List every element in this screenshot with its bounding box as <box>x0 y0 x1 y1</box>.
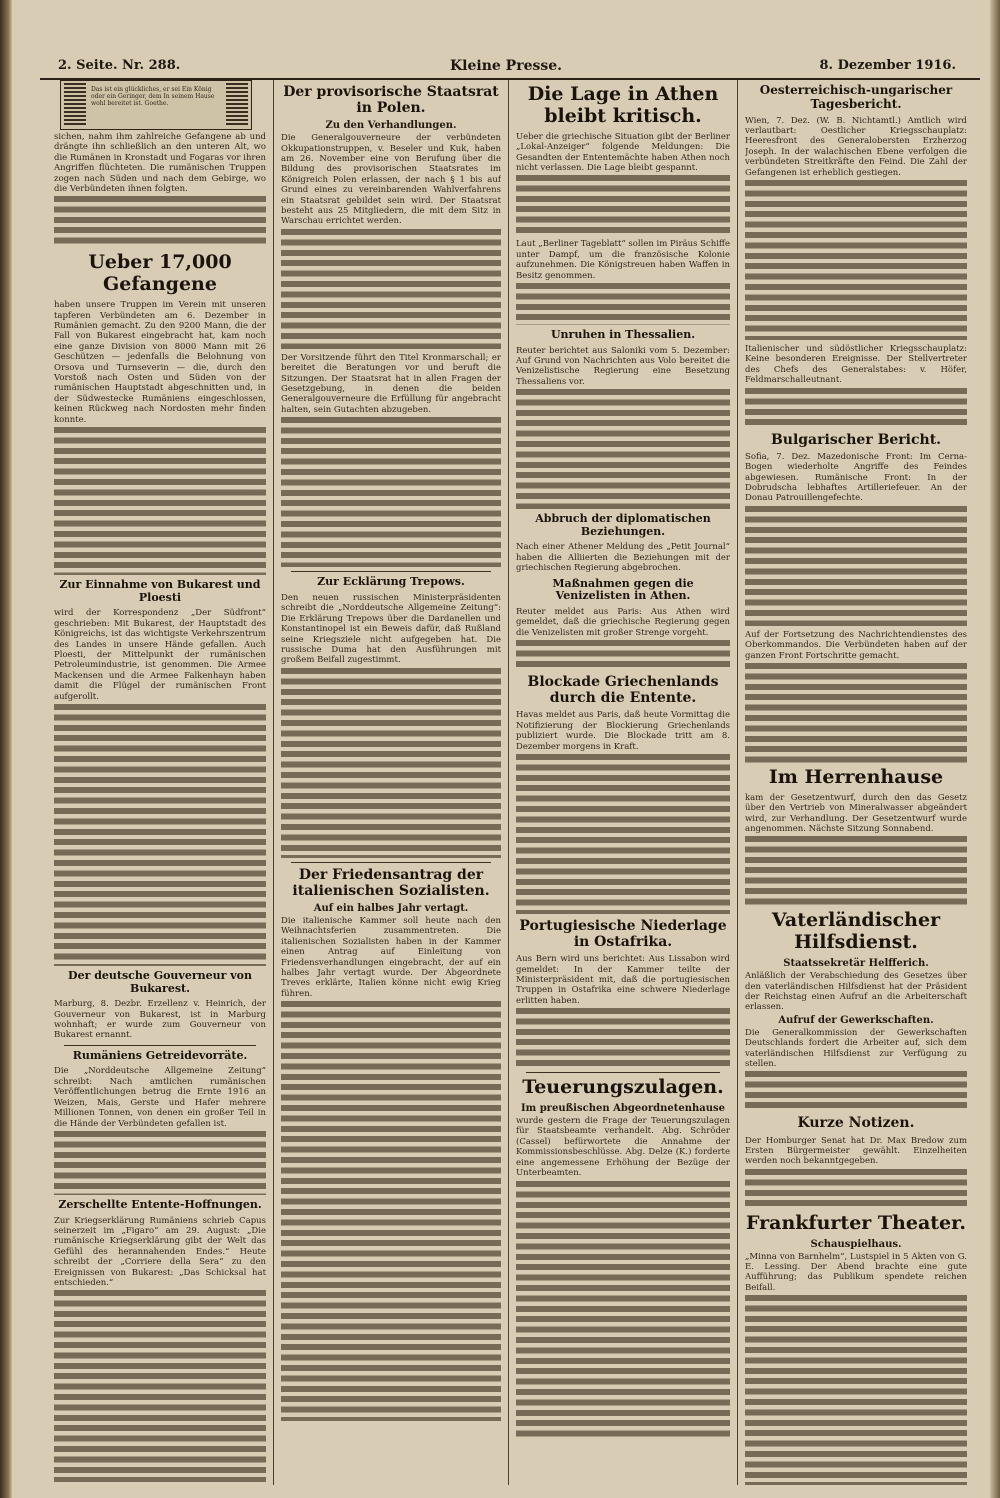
poem-text: Das ist ein glückliches, er sei Ein König oder ein Geringer, dem In seinem Hause wohl bereitet ist. Goethe. <box>91 86 215 107</box>
text-lines <box>281 1001 501 1421</box>
article-text: Marburg, 8. Dezbr. Erzellenz v. Heinrich, der Gouverneur von Bukarest, ist in Marburg wohnhaft; er wurde zum Gouverneur von Bukarest ernannt. <box>54 999 266 1041</box>
article-text: Der Vorsitzende führt den Titel Kronmarschall; er bereitet die Beratungen vor und beruft die Sitzungen. Der Staatsrat hat in allen Fragen der Gesetzgebung, in denen die beiden Generalgouverneure die Erfüllung für angebracht halten, sein Gutachten abzugeben. <box>281 352 501 415</box>
article-text: Nach einer Athener Meldung des „Petit Journal“ haben die Alliierten die Beziehungen mit der griechischen Regierung abgebrochen. <box>516 542 730 574</box>
subheadline: Zu den Verhandlungen. <box>325 120 457 132</box>
headline: Kurze Notizen. <box>797 1115 915 1132</box>
column-3 <box>516 80 730 1485</box>
page-number: 2. Seite. Nr. 288. <box>58 58 181 73</box>
column-rule <box>508 80 509 1485</box>
column-2 <box>281 80 501 1485</box>
issue-date: 8. Dezember 1916. <box>819 58 956 73</box>
ornament-right-icon <box>226 83 248 125</box>
divider <box>291 862 491 863</box>
column-1 <box>54 132 266 1482</box>
article-text: Aus Bern wird uns berichtet: Aus Lissabon wird gemeldet: In der Kammer teilte der Ministerpräsident mit, daß die portugiesischen Truppen in Ostafrika eine schwere Niederlage erlitten haben. <box>516 954 730 1006</box>
article-text: Italienischer und südöstlicher Kriegsschauplatz: Keine besonderen Ereignisse. Der Stellvertreter des Chefs des Generalstabes: v. Höfer, Feldmarschalleutnant. <box>745 344 967 386</box>
headline: Teuerungszulagen. <box>522 1076 724 1099</box>
subheadline: Schauspielhaus. <box>810 1238 902 1250</box>
headline: Portugiesische Niederlage in Ostafrika. <box>519 918 727 951</box>
article-text: wird der Korrespondenz „Der Südfront“ geschrieben: Mit Bukarest, der Hauptstadt des Königreichs, ist das wichtigste Verkehrszentrum des Landes in unsere Hände gefallen. Auch Ploesti, der Mittelpunkt der rumänischen Petroleumindustrie, ist genommen. Die Armee Mackensen und die Armee Falkenhayn haben damit die Flügel der rumänischen Front aufgerollt. <box>54 608 266 702</box>
subheadline: Staatssekretär Helfferich. <box>783 958 929 970</box>
text-lines <box>54 704 266 966</box>
headline: Ueber 17,000 Gefangene <box>88 251 232 296</box>
article-text: haben unsere Truppen im Verein mit unseren tapferen Verbündeten am 6. Dezember in Rumänien gemacht. Zu den 9200 Mann, die der Fall von Bukarest eingebracht hat, kam noch eine ganze Division von 8000 Mann mit 26 Geschützen — jedenfalls die Belohnung von Orsova und Turnseverin — die, durch den Vorstoß nach Osten und Süden von der rumänischen Hauptstadt abgeschnitten und, in der Südwestecke Rumäniens eingeschlossen, keinen Rückweg nach Nordosten mehr finden konnte. <box>54 300 266 425</box>
text-lines <box>516 754 730 914</box>
article-text: „Minna von Barnhelm“, Lustspiel in 5 Akten von G. E. Lessing. Der Abend brachte eine gute Aufführung; das Publikum spendete reichen Beifall. <box>745 1251 967 1293</box>
text-lines <box>745 663 967 763</box>
article-text: Wien, 7. Dez. (W. B. Nichtamtl.) Amtlich wird verlautbart: Oestlicher Kriegsschauplatz: Heeresfront des Generalobersten Erzherzog Joseph. In der walachischen Ebene verfolgen die verbündeten Streitkräfte den Feind. Die Zahl der Gefangenen ist erheblich gestiegen. <box>745 115 967 178</box>
headline: Zur Einnahme von Bukarest und Ploesti <box>59 578 261 604</box>
headline: Der provisorische Staatsrat in Polen. <box>283 84 499 117</box>
column-rule <box>737 80 738 1485</box>
headline: Im Herrenhause <box>768 766 944 788</box>
headline: Rumäniens Getreidevorräte. <box>72 1048 248 1062</box>
article-text: Der Homburger Senat hat Dr. Max Bredow zum Ersten Bürgermeister gewählt. Einzelheiten werden noch bekanntgegeben. <box>745 1135 967 1167</box>
subheadline: Auf ein halbes Jahr vertagt. <box>313 902 469 914</box>
article-text: kam der Gesetzentwurf, durch den das Gesetz über den Vertrieb von Mineralwasser abgeändert wird, zur Verhandlung. Der Gesetzentwurf wurde angenommen. Nächste Sitzung Sonnabend. <box>745 792 967 835</box>
article-text: wurde gestern die Frage der Teuerungszulagen für Staatsbeamte verhandelt. Abg. Schröder (Cassel) befürwortete die Annahme der Kommissionsbeschlüsse. Abg. Delze (K.) forderte eine angemessene Erhöhung der Bezüge der Unterbeamten. <box>516 1116 730 1179</box>
article-text: Sofia, 7. Dez. Mazedonische Front: Im Cerna-Bogen wiederholte Angriffe des Feindes abgewiesen. Rumänische Front: In der Dobrudscha lebhaftes Artilleriefeuer. An der Donau Patrouillengefechte. <box>745 451 967 504</box>
divider <box>526 1072 720 1073</box>
headline: Maßnahmen gegen die Venizelisten in Athen. <box>552 576 694 603</box>
headline: Zur Ecklärung Trepows. <box>317 575 465 589</box>
headline: Blockade Griechenlands durch die Entente. <box>527 674 719 707</box>
newspaper-title: Kleine Presse. <box>450 58 563 74</box>
article-text: Die „Norddeutsche Allgemeine Zeitung“ schreibt: Nach amtlichen rumänischen Veröffentlichungen betrug die Ernte 1916 an Weizen, Mais, Gerste und Hafer mehrere Millionen Tonnen, von denen ein großer Teil in die Hände der Verbündeten gefallen ist. <box>54 1066 266 1129</box>
text-lines <box>745 836 967 906</box>
headline: Zerschellte Entente-Hoffnungen. <box>58 1197 262 1211</box>
article-text: Reuter berichtet aus Saloniki vom 5. Dezember: Auf Grund von Nachrichten aus Volo bereitet die Venizelistische Regierung eine Besetzung Thessaliens vor. <box>516 345 730 387</box>
divider <box>291 571 491 572</box>
text-lines <box>745 1071 967 1111</box>
headline: Vaterländischer Hilfsdienst. <box>771 909 941 954</box>
article-text: Zur Kriegserklärung Rumäniens schrieb Capus seinerzeit im „Figaro“ am 29. August: „Die rumänische Kriegserklärung gibt der Welt das Gefühl des herannahenden Endes.“ Heute schreibt der „Corriere della Sera“ zu den Ereignissen von Bukarest: „Das Schicksal hat entschieden.“ <box>54 1215 266 1288</box>
article-text: Die Generalkommission der Gewerkschaften Deutschlands fordert die Arbeiter auf, sich dem vaterländischen Hilfsdienst zur Verfügung zu stellen. <box>745 1027 967 1069</box>
headline: Frankfurter Theater. <box>745 1211 967 1234</box>
text-lines <box>281 229 501 349</box>
text-lines <box>281 668 501 858</box>
article-text: Havas meldet aus Paris, daß heute Vormittag die Notifizierung der Blockierung Griechenlands publiziert wurde. Die Blockade tritt am 8. Dezember morgens in Kraft. <box>516 710 730 752</box>
headline: Der deutsche Gouverneur von Bukarest. <box>68 968 252 995</box>
article-text: Auf der Fortsetzung des Nachrichtendienstes des Oberkommandos. Die Verbündeten haben auf der ganzen Front Fortschritte gemacht. <box>745 629 967 661</box>
subheadline: Im preußischen Abgeordnetenhause <box>520 1103 726 1115</box>
headline: Abbruch der diplomatischen Beziehungen. <box>535 512 711 538</box>
headline: Oesterreichisch-ungarischer Tagesbericht. <box>759 83 953 111</box>
text-lines <box>54 196 266 248</box>
headline: Bulgarischer Bericht. <box>770 431 942 448</box>
headline: Unruhen in Thessalien. <box>550 327 696 341</box>
page-binding <box>0 0 12 1498</box>
article-text: Laut „Berliner Tageblatt“ sollen im Piräus Schiffe unter Dampf, um die französische Kolonie aufzunehmen. Die Königstreuen haben Waffen in Besitz genommen. <box>516 239 730 281</box>
article-text: Ueber die griechische Situation gibt der Berliner „Lokal-Anzeiger“ folgende Meldungen: Die Gesandten der Ententemächte haben Athen noch nicht verlassen. Die Lage bleibt gespannt. <box>516 131 730 173</box>
poem-box <box>60 80 252 130</box>
text-lines <box>745 180 967 340</box>
text-lines <box>516 175 730 235</box>
headline: Der Friedensantrag der italienischen Sozialisten. <box>292 866 490 899</box>
text-lines <box>516 1008 730 1068</box>
text-lines <box>281 417 501 567</box>
text-lines <box>54 1290 266 1482</box>
text-lines <box>516 1181 730 1441</box>
text-lines <box>54 1131 266 1195</box>
text-lines <box>745 1169 967 1209</box>
column-4 <box>745 80 967 1485</box>
ornament-left-icon <box>64 83 86 125</box>
text-lines <box>745 388 967 428</box>
article-text: Die italienische Kammer soll heute nach den Weihnachtsferien zusammentreten. Die italienischen Sozialisten haben in der Kammer einen Antrag auf Einleitung von Friedensverhandlungen eingebracht, der auf ein halbes Jahr vertagt wurde. Der Abgeordnete Treves erklärte, Italien könne nicht ewig Krieg führen. <box>281 915 501 999</box>
text-lines <box>516 389 730 509</box>
headline: Die Lage in Athen bleibt kritisch. <box>527 83 719 127</box>
text-lines <box>745 506 967 626</box>
text-lines <box>516 640 730 670</box>
text-lines <box>745 1295 967 1485</box>
subheadline: Aufruf der Gewerkschaften. <box>778 1014 934 1026</box>
masthead <box>40 56 980 80</box>
article-text: Die Generalgouverneure der verbündeten Okkupationstruppen, v. Beseler und Kuk, haben am 26. November eine von Berufung über die Bildung des provisorischen Staatsrates im Königreich Polen erlassen, der nach § 1 bis auf Grund eines zu vereinbarenden Wahlverfahrens ein Staatsrat gebildet sein wird. Der Staatsrat besteht aus 25 Mitgliedern, die mit dem Sitz in Warschau errichtet werden. <box>281 133 501 227</box>
article-text: Anläßlich der Verabschiedung des Gesetzes über den vaterländischen Hilfsdienst hat der Präsident der Reichstag einen Aufruf an die Arbeiterschaft erlassen. <box>745 971 967 1013</box>
text-lines <box>54 427 266 575</box>
text-lines <box>516 283 730 325</box>
page-edge <box>990 0 1000 1498</box>
article-text: sichen, nahm ihm zahlreiche Gefangene ab und drängte ihn schließlich an den unteren Alt, wo die Rumänen in Kronstadt und Fogaras vor ihren Angriffen flüchteten. Die rumänischen Truppen zogen nach Süden und nach dem Gebirge, wo die Verbündeten ihnen folgten. <box>54 132 266 195</box>
column-rule <box>273 80 274 1485</box>
divider <box>64 1045 256 1046</box>
article-text: Den neuen russischen Ministerpräsidenten schreibt die „Norddeutsche Allgemeine Zeitung“: Die Erklärung Trepows über die Dardanellen und Konstantinopel ist ein Beweis dafür, daß Rußland seine Kriegsziele nicht aufgegeben hat. Die russische Duma hat den Ausführungen mit großem Beifall zugestimmt. <box>281 592 501 666</box>
article-text: Reuter meldet aus Paris: Aus Athen wird gemeldet, daß die griechische Regierung gegen die Venizelisten mit großer Strenge vorgeht. <box>516 606 730 638</box>
